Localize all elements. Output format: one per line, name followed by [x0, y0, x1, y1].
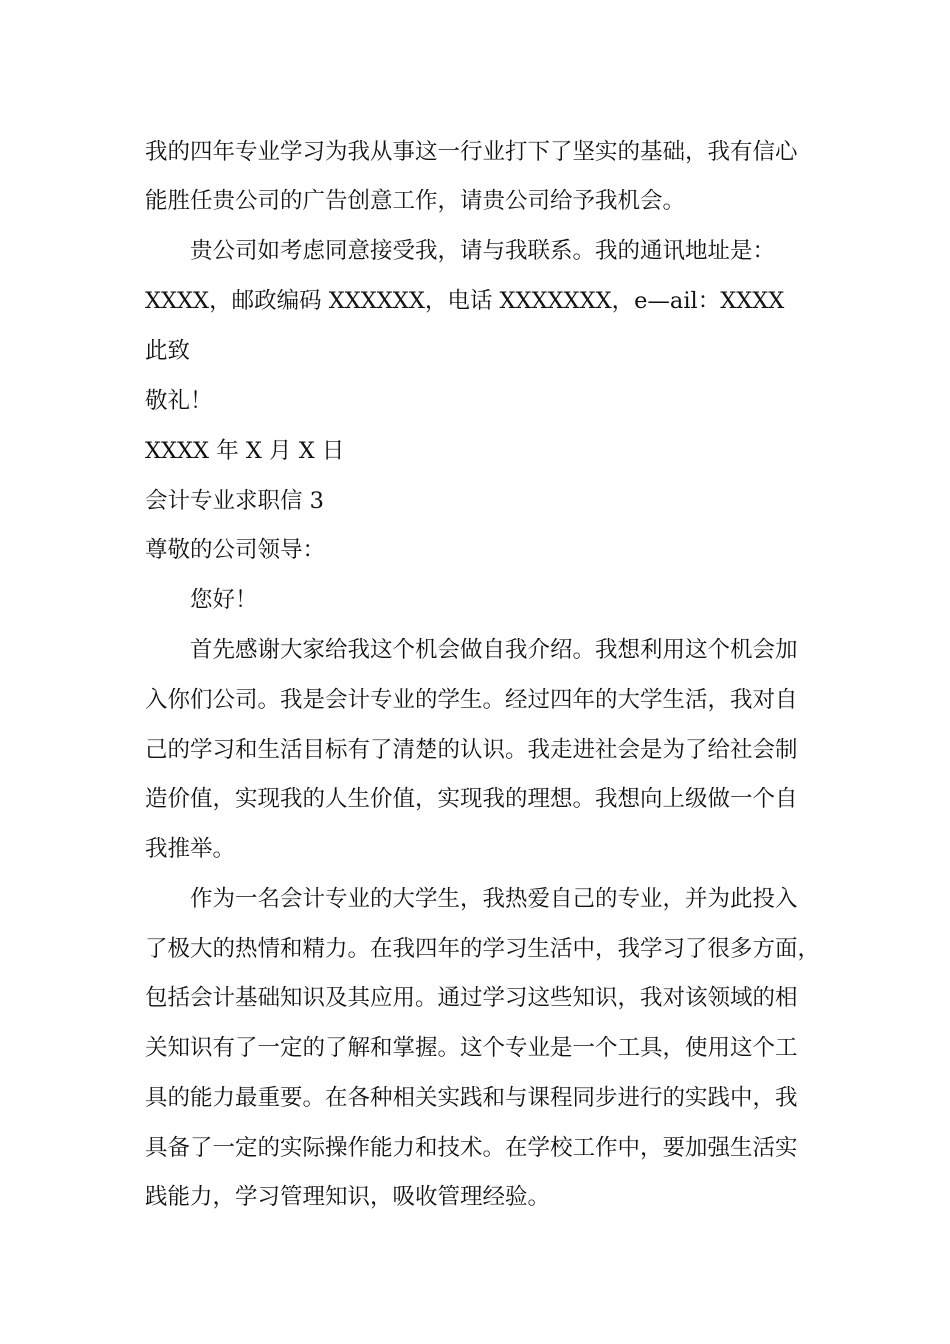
body-text-line: 入你们公司。我是会计专业的学生。经过四年的大学生活，我对自 — [145, 687, 798, 713]
body-text-line: 关知识有了一定的了解和掌握。这个专业是一个工具，使用这个工 — [145, 1035, 798, 1061]
body-text-line: 了极大的热情和精力。在我四年的学习生活中，我学习了很多方面， — [145, 936, 821, 962]
letter-greeting: 尊敬的公司领导： — [145, 537, 326, 563]
body-text-line: 首先感谢大家给我这个机会做自我介绍。我想利用这个机会加 — [190, 637, 798, 663]
body-text-line: 具备了一定的实际操作能力和技术。在学校工作中，要加强生活实 — [145, 1135, 798, 1161]
closing-salutation: 敬礼！ — [145, 388, 213, 414]
body-text-line: 能胜任贵公司的广告创意工作，请贵公司给予我机会。 — [145, 188, 686, 214]
body-text-line: 贵公司如考虑同意接受我，请与我联系。我的通讯地址是： — [190, 238, 776, 264]
letter-salutation: 您好！ — [190, 587, 258, 613]
body-text-line: 践能力，学习管理知识，吸收管理经验。 — [145, 1184, 551, 1210]
body-text-line: 具的能力最重要。在各种相关实践和与课程同步进行的实践中，我 — [145, 1085, 798, 1111]
body-text-line: 我的四年专业学习为我从事这一行业打下了坚实的基础，我有信心 — [145, 139, 798, 165]
contact-info-line: XXXX，邮政编码 XXXXXX，电话 XXXXXXX，e—ail：XXXX — [145, 288, 785, 314]
body-text-line: 造价值，实现我的人生价值，实现我的理想。我想向上级做一个自 — [145, 786, 798, 812]
letter-date: XXXX 年 X 月 X 日 — [145, 438, 345, 464]
body-text-line: 己的学习和生活目标有了清楚的认识。我走进社会是为了给社会制 — [145, 737, 798, 763]
closing-phrase: 此致 — [145, 338, 191, 364]
body-text-line: 作为一名会计专业的大学生，我热爱自己的专业，并为此投入 — [190, 886, 798, 912]
body-text-line: 包括会计基础知识及其应用。通过学习这些知识，我对该领域的相 — [145, 985, 798, 1011]
section-heading: 会计专业求职信 3 — [145, 488, 324, 514]
body-text-line: 我推举。 — [145, 836, 236, 862]
